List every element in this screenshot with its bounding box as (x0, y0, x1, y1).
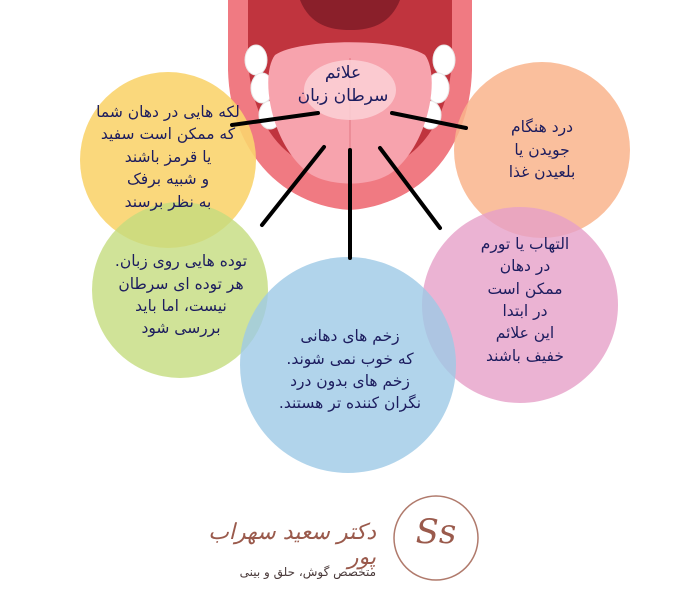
doctor-name: دکتر سعید سهراب پور (208, 520, 376, 570)
symptom-text: زخم های دهانی که خوب نمی شوند. زخم های بدون درد نگران کننده تر هستند. (278, 327, 422, 413)
symptom-inflammation (450, 225, 600, 375)
symptom-lumps (95, 240, 267, 350)
logo-monogram-text: Ss (415, 512, 457, 552)
symptom-text: درد هنگام جویدن یا بلعیدن غذا (508, 118, 576, 182)
doctor-specialty: متخصص گوش، حلق و بینی (239, 565, 376, 579)
symptom-text: لکه هایی در دهان شما که ممکن است سفید یا قرمز باشند و شبیه برفک به نظر برسند (96, 102, 240, 211)
diagram-title: علائم سرطان زبان (297, 63, 389, 106)
symptom-pain (470, 95, 614, 205)
symptom-sores (250, 320, 450, 420)
symptom-text: توده هایی روی زبان. هر توده ای سرطان نیست، اما باید بررسی شود (114, 252, 248, 338)
symptom-patches (85, 82, 251, 232)
symptom-text: التهاب یا تورم در دهان ممکن است در ابتدا این علائم خفیف باشند (480, 234, 570, 365)
